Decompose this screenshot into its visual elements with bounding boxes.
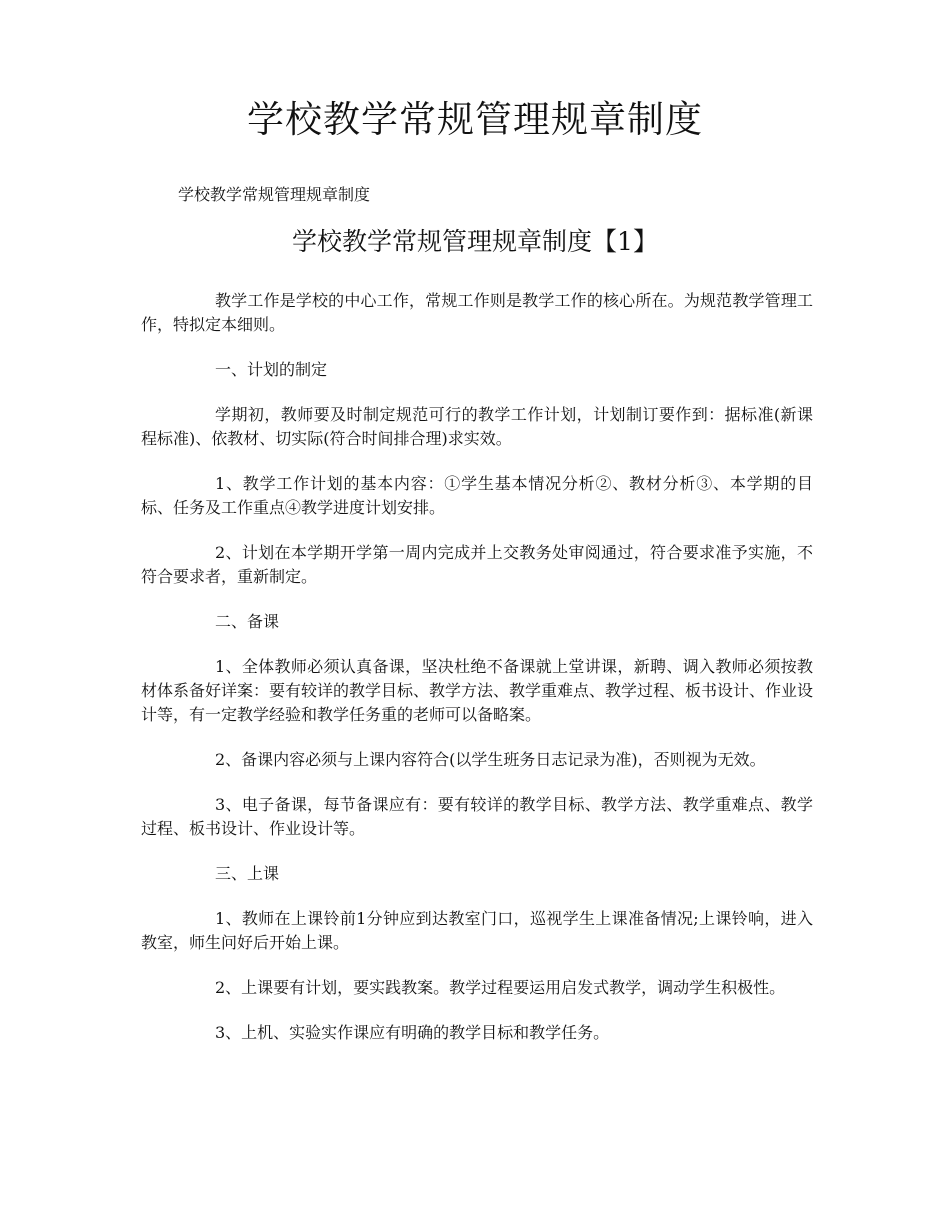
heading-class: 三、上课 <box>215 864 280 883</box>
paragraph: 2、备课内容必须与上课内容符合(以学生班务日志记录为准)，否则视为无效。 <box>215 750 766 769</box>
document-title: 学校教学常规管理规章制度 <box>247 98 703 141</box>
heading-lesson-prep: 二、备课 <box>215 612 280 631</box>
paragraph: 3、上机、实验实作课应有明确的教学目标和教学任务。 <box>215 1023 610 1042</box>
paragraph: 1、教学工作计划的基本内容：①学生基本情况分析②、教材分析③、本学期的目标、任务及工作重点④教学进度计划安排。 <box>141 474 813 517</box>
heading-plan: 一、计划的制定 <box>215 360 328 379</box>
section-title: 学校教学常规管理规章制度【1】 <box>292 227 658 256</box>
paragraph-intro: 教学工作是学校的中心工作，常规工作则是教学工作的核心所在。为规范教学管理工作，特拟定本细则。 <box>141 291 813 334</box>
document-body <box>141 289 813 1066</box>
paragraph: 1、教师在上课铃前1分钟应到达教室门口，巡视学生上课准备情况;上课铃响，进入教室，师生问好后开始上课。 <box>141 909 813 952</box>
paragraph: 3、电子备课，每节备课应有：要有较详的教学目标、教学方法、教学重难点、教学过程、板书设计、作业设计等。 <box>141 795 813 838</box>
document-subtitle: 学校教学常规管理规章制度 <box>178 185 371 204</box>
paragraph: 学期初，教师要及时制定规范可行的教学工作计划，计划制订要作到：据标准(新课程标准)、依教材、切实际(符合时间排合理)求实效。 <box>141 405 813 448</box>
paragraph: 2、上课要有计划，要实践教案。教学过程要运用启发式教学，调动学生积极性。 <box>215 978 786 997</box>
paragraph: 2、计划在本学期开学第一周内完成并上交教务处审阅通过，符合要求准予实施，不符合要求者，重新制定。 <box>141 543 813 586</box>
paragraph: 1、全体教师必须认真备课，坚决杜绝不备课就上堂讲课，新聘、调入教师必须按教材体系备好详案：要有较详的教学目标、教学方法、教学重难点、教学过程、板书设计、作业设计等，有一定教学经验和教学任务重的老师可以备略案。 <box>141 657 814 724</box>
